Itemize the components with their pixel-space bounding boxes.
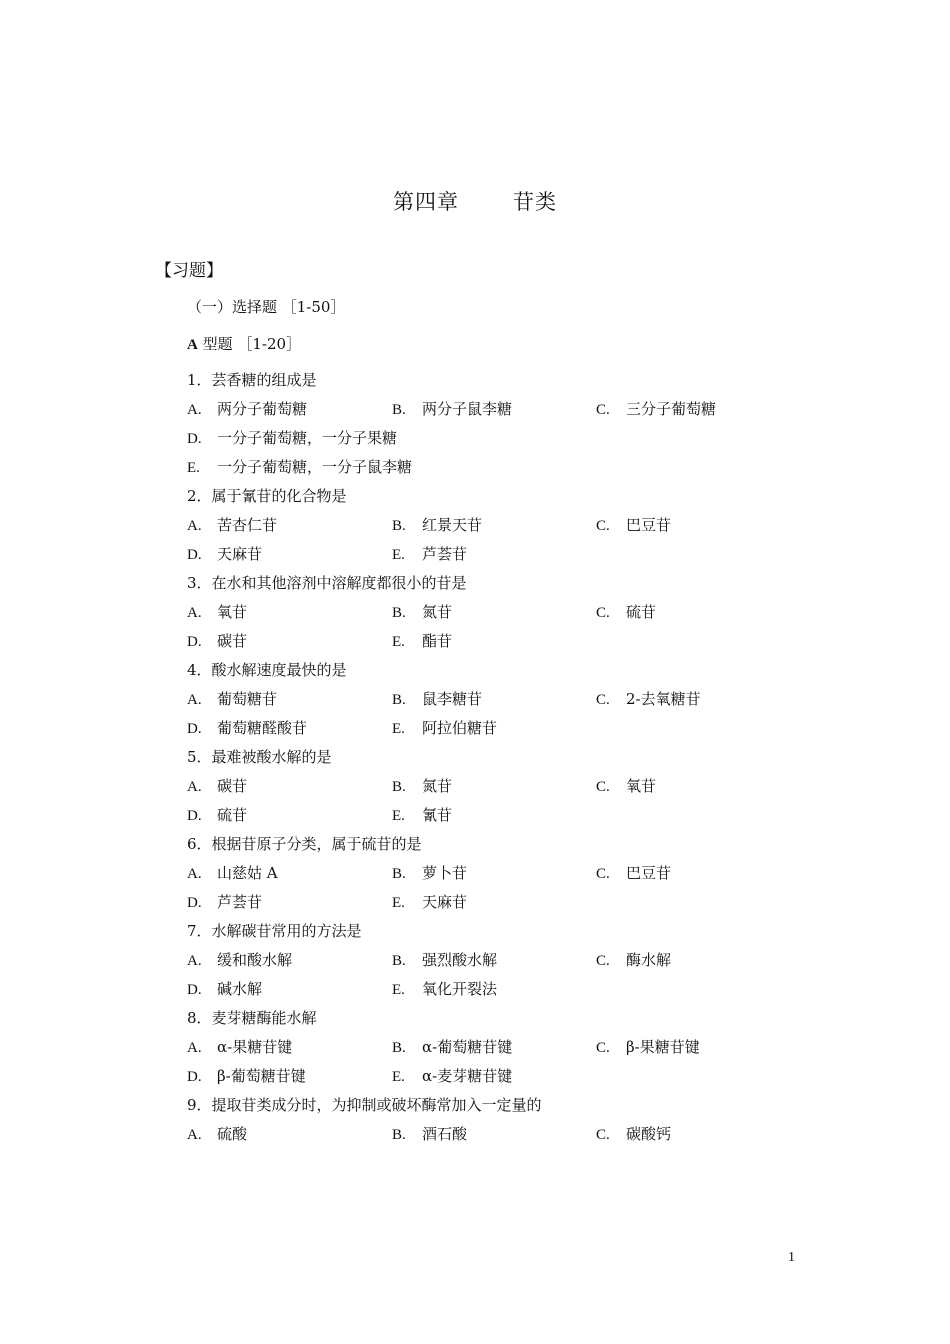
- option-text: 天麻苷: [422, 893, 468, 911]
- option-row: [187, 718, 787, 747]
- option-row: [187, 892, 787, 921]
- option-text: 氧化开裂法: [422, 980, 498, 998]
- option-letter: A.: [187, 692, 202, 708]
- option-letter: B.: [392, 518, 406, 534]
- answer-option: [187, 863, 278, 885]
- answer-option: [187, 457, 412, 479]
- option-text: 碳酸钙: [626, 1125, 672, 1143]
- option-letter: D.: [187, 634, 202, 650]
- option-row: [187, 1124, 787, 1153]
- answer-option: [392, 718, 497, 740]
- question-stem: 1．芸香糖的组成是: [187, 371, 317, 389]
- option-row: [187, 805, 787, 834]
- option-letter: A.: [187, 518, 202, 534]
- question-stem: 6．根据苷原子分类，属于硫苷的是: [187, 835, 422, 853]
- answer-option: [596, 515, 671, 537]
- option-text: 氧苷: [217, 603, 248, 621]
- option-text: 硫酸: [217, 1125, 248, 1143]
- question-stem: 4．酸水解速度最快的是: [187, 661, 347, 679]
- option-text: 氧苷: [626, 777, 657, 795]
- option-letter: E.: [392, 895, 405, 911]
- option-letter: C.: [596, 1127, 610, 1143]
- answer-option: [392, 979, 497, 1001]
- option-text: 一分子葡萄糖，一分子鼠李糖: [217, 458, 413, 476]
- answer-option: [596, 950, 671, 972]
- option-letter: D.: [187, 895, 202, 911]
- answer-option: [187, 950, 292, 972]
- option-letter: C.: [596, 1040, 610, 1056]
- option-row: [187, 515, 787, 544]
- option-text: β-果糖苷键: [626, 1038, 700, 1056]
- option-text: 碳苷: [217, 632, 248, 650]
- answer-option: [392, 399, 512, 421]
- option-text: 氮苷: [422, 603, 453, 621]
- option-letter: B.: [392, 402, 406, 418]
- question-stem: 5．最难被酸水解的是: [187, 748, 332, 766]
- option-letter: E.: [187, 460, 200, 476]
- section-heading: 【习题】: [155, 261, 223, 281]
- option-row: [187, 1066, 787, 1095]
- option-text: 葡萄糖苷: [217, 690, 278, 708]
- option-letter: E.: [392, 634, 405, 650]
- option-text: 鼠李糖苷: [422, 690, 483, 708]
- option-letter: C.: [596, 402, 610, 418]
- option-letter: D.: [187, 721, 202, 737]
- answer-option: [596, 776, 656, 798]
- answer-option: [596, 1124, 671, 1146]
- question-stem: 7．水解碳苷常用的方法是: [187, 922, 362, 940]
- option-letter: A.: [187, 953, 202, 969]
- question-stem: 2．属于氰苷的化合物是: [187, 487, 347, 505]
- chapter-label: 第四章: [393, 190, 459, 214]
- option-text: 硫苷: [217, 806, 248, 824]
- option-letter: B.: [392, 1040, 406, 1056]
- option-row: [187, 950, 787, 979]
- answer-option: [392, 689, 482, 711]
- option-text: 缓和酸水解: [217, 951, 293, 969]
- option-row: [187, 631, 787, 660]
- question-stem: 3．在水和其他溶剂中溶解度都很小的苷是: [187, 574, 467, 592]
- option-letter: E.: [392, 982, 405, 998]
- option-letter: A.: [187, 779, 202, 795]
- option-letter: D.: [187, 1069, 202, 1085]
- answer-option: [187, 776, 247, 798]
- option-letter: B.: [392, 779, 406, 795]
- answer-option: [596, 1037, 700, 1059]
- option-letter: E.: [392, 547, 405, 563]
- option-letter: B.: [392, 866, 406, 882]
- option-text: 三分子葡萄糖: [626, 400, 717, 418]
- option-letter: A.: [187, 1127, 202, 1143]
- option-letter: A.: [187, 1040, 202, 1056]
- option-row: [187, 1037, 787, 1066]
- option-letter: D.: [187, 982, 202, 998]
- answer-option: [187, 892, 262, 914]
- subsection-heading: （一）选择题 ［1-50］: [187, 298, 346, 316]
- page-title: [0, 186, 950, 216]
- option-text: 红景天苷: [422, 516, 483, 534]
- option-row: [187, 979, 787, 1008]
- option-letter: C.: [596, 518, 610, 534]
- chapter-topic: 苷类: [513, 190, 557, 214]
- option-text: α-果糖苷键: [217, 1038, 293, 1056]
- option-letter: E.: [392, 808, 405, 824]
- option-row: [187, 457, 787, 486]
- option-letter: D.: [187, 431, 202, 447]
- option-letter: A.: [187, 402, 202, 418]
- option-letter: C.: [596, 779, 610, 795]
- answer-option: [187, 631, 247, 653]
- answer-option: [392, 776, 452, 798]
- answer-option: [187, 544, 262, 566]
- option-text: 强烈酸水解: [422, 951, 498, 969]
- option-letter: C.: [596, 953, 610, 969]
- question-stem: 8．麦芽糖酶能水解: [187, 1009, 317, 1027]
- option-text: 巴豆苷: [626, 516, 672, 534]
- option-text: β-葡萄糖苷键: [217, 1067, 306, 1085]
- answer-option: [392, 1066, 512, 1088]
- option-text: 碱水解: [217, 980, 263, 998]
- option-letter: B.: [392, 692, 406, 708]
- answer-option: [187, 428, 397, 450]
- page-number: 1: [788, 1250, 795, 1265]
- option-letter: D.: [187, 547, 202, 563]
- answer-option: [187, 1124, 247, 1146]
- option-text: 葡萄糖醛酸苷: [217, 719, 308, 737]
- answer-option: [187, 805, 247, 827]
- option-text: 2-去氧糖苷: [626, 690, 701, 708]
- answer-option: [187, 979, 262, 1001]
- answer-option: [187, 718, 307, 740]
- answer-option: [392, 1124, 467, 1146]
- option-text: 氮苷: [422, 777, 453, 795]
- option-text: 一分子葡萄糖，一分子果糖: [217, 429, 398, 447]
- option-text: 阿拉伯糖苷: [422, 719, 498, 737]
- answer-option: [187, 1066, 306, 1088]
- option-text: 碳苷: [217, 777, 248, 795]
- question-type-text: 型题 ［1-20］: [197, 335, 302, 353]
- option-letter: A.: [187, 605, 202, 621]
- option-text: 天麻苷: [217, 545, 263, 563]
- answer-option: [187, 515, 277, 537]
- answer-option: [392, 805, 452, 827]
- answer-option: [392, 515, 482, 537]
- option-letter: B.: [392, 1127, 406, 1143]
- option-text: 酒石酸: [422, 1125, 468, 1143]
- option-text: 两分子鼠李糖: [422, 400, 513, 418]
- option-letter: D.: [187, 808, 202, 824]
- option-row: [187, 776, 787, 805]
- option-text: 氰苷: [422, 806, 453, 824]
- option-letter: C.: [596, 605, 610, 621]
- option-letter: E.: [392, 1069, 405, 1085]
- option-text: 酶水解: [626, 951, 672, 969]
- option-text: 萝卜苷: [422, 864, 468, 882]
- option-row: [187, 689, 787, 718]
- option-letter: C.: [596, 866, 610, 882]
- answer-option: [392, 892, 467, 914]
- answer-option: [187, 399, 307, 421]
- answer-option: [392, 863, 467, 885]
- option-text: 酯苷: [422, 632, 453, 650]
- answer-option: [392, 631, 452, 653]
- question-type-letter: A: [187, 337, 198, 353]
- option-text: 苦杏仁苷: [217, 516, 278, 534]
- answer-option: [392, 1037, 512, 1059]
- option-text: α-葡萄糖苷键: [422, 1038, 513, 1056]
- option-text: 两分子葡萄糖: [217, 400, 308, 418]
- option-text: 芦荟苷: [217, 893, 263, 911]
- question-list: [187, 370, 787, 1153]
- question-stem: 9．提取苷类成分时，为抑制或破坏酶常加入一定量的: [187, 1096, 542, 1114]
- option-letter: A.: [187, 866, 202, 882]
- answer-option: [596, 863, 671, 885]
- option-text: 芦荟苷: [422, 545, 468, 563]
- option-row: [187, 399, 787, 428]
- answer-option: [596, 399, 716, 421]
- answer-option: [392, 544, 467, 566]
- option-letter: E.: [392, 721, 405, 737]
- option-letter: C.: [596, 692, 610, 708]
- option-text: 硫苷: [626, 603, 657, 621]
- option-row: [187, 602, 787, 631]
- option-letter: B.: [392, 605, 406, 621]
- option-row: [187, 544, 787, 573]
- option-text: 巴豆苷: [626, 864, 672, 882]
- answer-option: [187, 1037, 292, 1059]
- answer-option: [392, 602, 452, 624]
- answer-option: [187, 602, 247, 624]
- answer-option: [187, 689, 277, 711]
- option-letter: B.: [392, 953, 406, 969]
- option-text: α-麦芽糖苷键: [422, 1067, 513, 1085]
- answer-option: [596, 689, 701, 711]
- option-text: 山慈姑 A: [217, 864, 278, 882]
- option-row: [187, 428, 787, 457]
- answer-option: [392, 950, 497, 972]
- option-row: [187, 863, 787, 892]
- answer-option: [596, 602, 656, 624]
- question-type-heading: [187, 333, 301, 354]
